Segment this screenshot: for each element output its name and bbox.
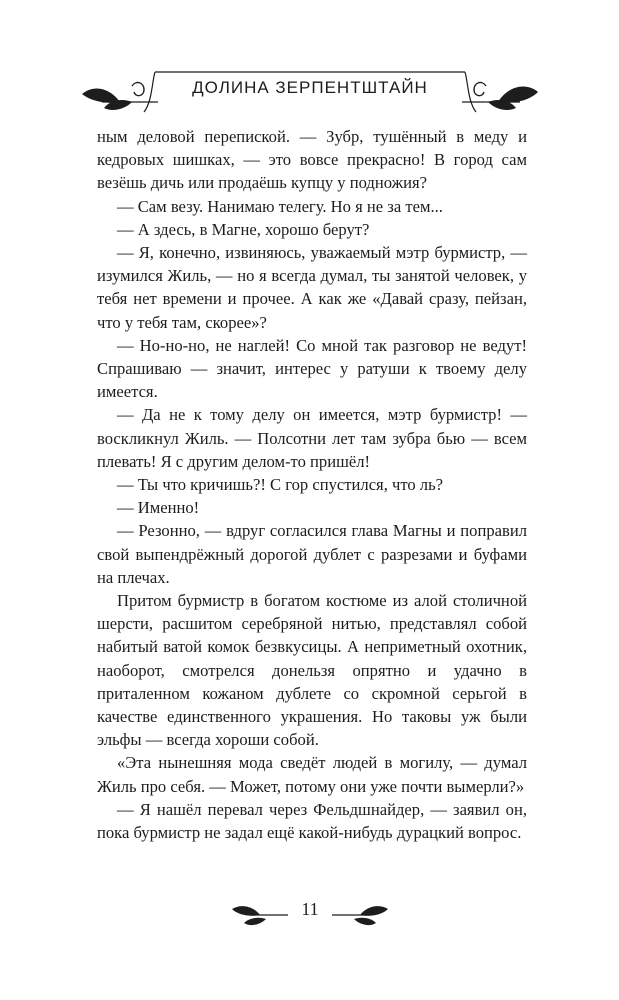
right-leaf-icon	[474, 83, 538, 110]
running-header	[80, 62, 540, 122]
paragraph: — А здесь, в Магне, хорошо берут?	[117, 219, 370, 239]
page-number: 11	[301, 899, 319, 919]
paragraph: — Именно!	[117, 498, 200, 518]
paragraph: — Я нашёл перевал через Фельдшнайдер, — заявил он, пока бурмистр не задал ещё какой-нибудь дурацкий вопрос.	[97, 799, 527, 843]
page-footer	[230, 895, 390, 935]
running-title: ДОЛИНА ЗЕРПЕНТШТАЙН	[192, 78, 428, 97]
paragraph: — Резонно, — вдруг согласился глава Магны и поправил свой выпендрёжный дорогой дублет с разрезами и буфами на плечах.	[97, 521, 527, 587]
paragraph: — Сам везу. Нанимаю телегу. Но я не за тем...	[117, 196, 443, 216]
paragraph: Притом бурмистр в богатом костюме из алой столичной шерсти, расшитом серебряной нитью, представлял собой набитый ватой комок безвкусицы. А неприметный охотник, наоборот, смотрелся донельзя опрятно и удачно в приталенном кожаном дублете со скромной серьгой в качестве единственного украшения. Но таковы уж были эльфы — всегда хороши собой.	[97, 591, 527, 750]
paragraph: — Ты что кричишь?! С гор спустился, что ль?	[117, 475, 444, 495]
paragraph: — Я, конечно, извиняюсь, уважаемый мэтр бурмистр, — изумился Жиль, — но я всегда думал, ты занятой человек, у тебя нет времени и прочее. А как же «Давай сразу, пейзан, что у тебя там, скорее»?	[97, 243, 527, 332]
paragraph: — Но-но-но, не наглей! Со мной так разговор не ведут! Спрашиваю — значит, интерес у ратуши к твоему делу имеется.	[97, 335, 527, 402]
body-text	[97, 125, 527, 844]
paragraph: «Эта нынешняя мода сведёт людей в могилу, — думал Жиль про себя. — Может, потому они уже почти вымерли?»	[97, 753, 527, 796]
paragraph: ным деловой перепиской. — Зубр, тушённый в меду и кедровых шишках, — это вовсе прекрасно! В город сам везёшь дичь или продаёшь купцу у подножия?	[97, 127, 527, 193]
left-leaf-icon	[82, 83, 144, 110]
paragraph: — Да не к тому делу он имеется, мэтр бурмистр! — воскликнул Жиль. — Полсотни лет там зубра бью — всем плевать! Я с другим делом-то пришёл!	[97, 405, 527, 471]
